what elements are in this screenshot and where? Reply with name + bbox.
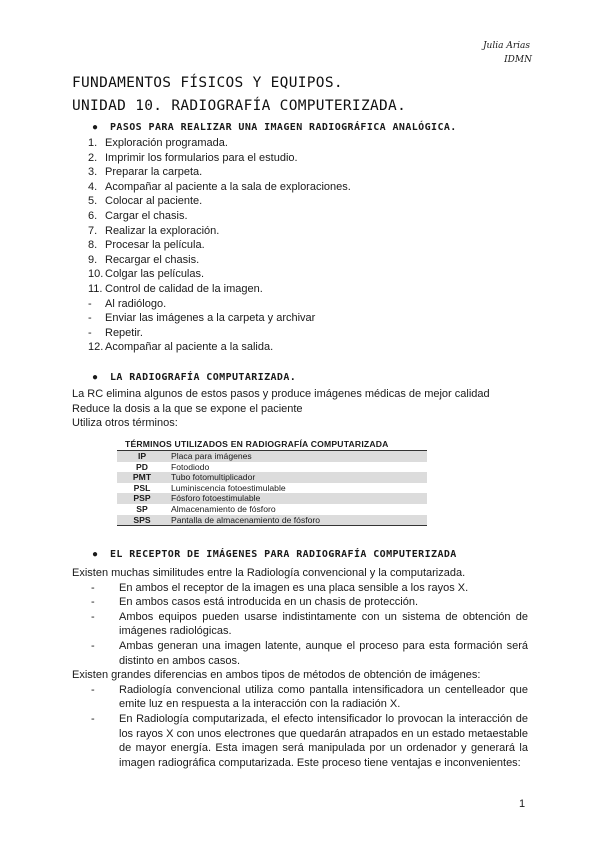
steps-list	[88, 136, 351, 355]
list-item-text: En Radiología computarizada, el efecto intensificador lo provocan la interacción de los rayos X con unos electrones que quedarán atrapados en un estado metaestable de mayor energía. Esta imagen será manipulada por un ordenador y generará la imagen radiográfica computarizada. Este proceso tiene ventajas e inconvenientes:	[119, 712, 528, 769]
list-item-text: En ambos el receptor de la imagen es una placa sensible a los rayos X.	[119, 581, 469, 594]
term-definition: Tubo fotomultiplicador	[167, 472, 427, 483]
text-line: La RC elimina algunos de estos pasos y produce imágenes médicas de mejor calidad	[72, 388, 490, 400]
step-item	[88, 194, 351, 209]
step-number: 5.	[88, 195, 98, 208]
section-heading-analog-steps	[92, 122, 457, 133]
table-row	[117, 462, 427, 473]
similarities-intro: Existen muchas similitudes entre la Radiología convencional y la computarizada.	[72, 567, 466, 579]
step-item	[88, 253, 351, 268]
bullet-icon: ●	[92, 122, 99, 133]
text-line: Reduce la dosis a la que se expone el paciente	[72, 402, 303, 415]
step-text: Acompañar al paciente a la sala de exploraciones.	[105, 180, 351, 193]
terms-table-container	[117, 439, 427, 526]
differences-intro: Existen grandes diferencias en ambos tipos de métodos de obtención de imágenes:	[72, 669, 481, 682]
term-definition: Fósforo fotoestimulable	[167, 493, 427, 504]
section-heading-computed-radiography	[92, 372, 296, 383]
term-abbreviation: PD	[136, 461, 148, 472]
term-abbreviation: PSP	[117, 493, 167, 504]
term-definition: Pantalla de almacenamiento de fósforo	[167, 515, 427, 526]
dash-marker: -	[91, 610, 95, 623]
list-item-text: Radiología convencional utiliza como pantalla intensificadora un centelleador que emite luz en respuesta a la interacción con la radiación X.	[119, 683, 528, 711]
step-item	[88, 224, 351, 239]
list-item-text: En ambos casos está introducida en un chasis de protección.	[119, 596, 419, 609]
term-definition: Fotodiodo	[171, 461, 210, 472]
step-number: 7.	[88, 224, 98, 237]
table-row	[117, 472, 427, 483]
step-item	[88, 151, 351, 166]
text-line: Utiliza otros términos:	[72, 417, 178, 430]
step-text: Repetir.	[105, 326, 143, 339]
term-abbreviation: SPS	[117, 515, 167, 526]
term-definition: Luminiscencia fotoestimulable	[171, 482, 286, 493]
step-number: 9.	[88, 253, 98, 266]
step-text: Preparar la carpeta.	[105, 166, 203, 179]
table-row	[117, 493, 427, 504]
similarity-item	[72, 581, 528, 596]
section-heading-text: PASOS PARA REALIZAR UNA IMAGEN RADIOGRÁFICA ANALÓGICA.	[110, 122, 457, 133]
step-item	[88, 282, 351, 297]
dash-marker: -	[91, 596, 95, 609]
step-item	[88, 326, 351, 341]
step-item	[88, 340, 351, 355]
page-number: 1	[519, 798, 526, 810]
table-row	[117, 483, 427, 494]
step-number: -	[88, 312, 92, 325]
section-heading-image-receptor	[92, 549, 457, 560]
table-row	[117, 515, 427, 526]
step-item	[88, 238, 351, 253]
dash-marker: -	[91, 639, 95, 652]
section-heading-text: LA RADIOGRAFÍA COMPUTARIZADA.	[110, 372, 297, 383]
term-definition: Almacenamiento de fósforo	[171, 503, 276, 514]
terms-table-header: TÉRMINOS UTILIZADOS EN RADIOGRAFÍA COMPUTARIZADA	[117, 439, 427, 451]
receptor-body	[72, 566, 528, 770]
table-row	[117, 451, 427, 462]
step-item	[88, 136, 351, 151]
bullet-icon: ●	[92, 372, 99, 383]
step-item	[88, 297, 351, 312]
cr-intro	[72, 387, 528, 431]
step-text: Exploración programada.	[105, 137, 228, 149]
similarity-item	[72, 639, 528, 668]
step-number: 10.	[88, 268, 104, 281]
step-number: 12.	[88, 341, 104, 354]
step-number: 3.	[88, 166, 98, 179]
step-number: 11.	[88, 282, 103, 295]
step-text: Control de calidad de la imagen.	[105, 282, 263, 295]
step-number: -	[88, 326, 92, 339]
step-text: Realizar la exploración.	[105, 224, 220, 237]
terms-table	[117, 439, 427, 526]
term-abbreviation: SP	[136, 503, 148, 514]
step-number: 4.	[88, 180, 98, 193]
bullet-icon: ●	[92, 549, 99, 560]
term-abbreviation: PSL	[133, 482, 151, 493]
step-text: Cargar el chasis.	[105, 209, 188, 222]
step-item	[88, 267, 351, 282]
step-number: 2.	[88, 151, 98, 164]
step-text: Acompañar al paciente a la salida.	[105, 341, 274, 354]
step-item	[88, 311, 351, 326]
step-text: Enviar las imágenes a la carpeta y archivar	[105, 312, 316, 325]
similarity-item	[72, 610, 528, 639]
step-number: 8.	[88, 239, 98, 252]
term-abbreviation: IP	[117, 451, 167, 462]
step-text: Colocar al paciente.	[105, 195, 203, 208]
similarity-item	[72, 595, 528, 610]
step-text: Procesar la película.	[105, 239, 205, 252]
table-row	[117, 504, 427, 515]
step-text: Colgar las películas.	[105, 268, 205, 281]
step-item	[88, 180, 351, 195]
course-code: IDMN	[504, 55, 532, 65]
dash-marker: -	[91, 683, 95, 696]
step-text: Imprimir los formularios para el estudio.	[105, 151, 298, 164]
step-number: -	[88, 297, 92, 310]
list-item-text: Ambas generan una imagen latente, aunque el proceso para esta formación será distinto en ambos casos.	[119, 639, 528, 667]
document-title: FUNDAMENTOS FÍSICOS Y EQUIPOS.	[72, 75, 343, 91]
difference-item	[72, 712, 528, 770]
term-definition: Placa para imágenes	[167, 451, 427, 462]
difference-item	[72, 683, 528, 712]
step-item	[88, 165, 351, 180]
step-text: Recargar el chasis.	[105, 253, 200, 266]
step-number: 1.	[88, 137, 98, 149]
step-item	[88, 209, 351, 224]
step-text: Al radiólogo.	[105, 297, 167, 310]
step-number: 6.	[88, 209, 98, 222]
unit-title: UNIDAD 10. RADIOGRAFÍA COMPUTERIZADA.	[72, 98, 407, 114]
list-item-text: Ambos equipos pueden usarse indistintamente con un sistema de obtención de imágenes radiológicas.	[119, 610, 528, 638]
section-heading-text: EL RECEPTOR DE IMÁGENES PARA RADIOGRAFÍA COMPUTERIZADA	[110, 549, 457, 560]
term-abbreviation: PMT	[117, 472, 167, 483]
dash-marker: -	[91, 581, 95, 594]
author-name: Julia Arias	[482, 41, 530, 51]
dash-marker: -	[91, 712, 95, 725]
